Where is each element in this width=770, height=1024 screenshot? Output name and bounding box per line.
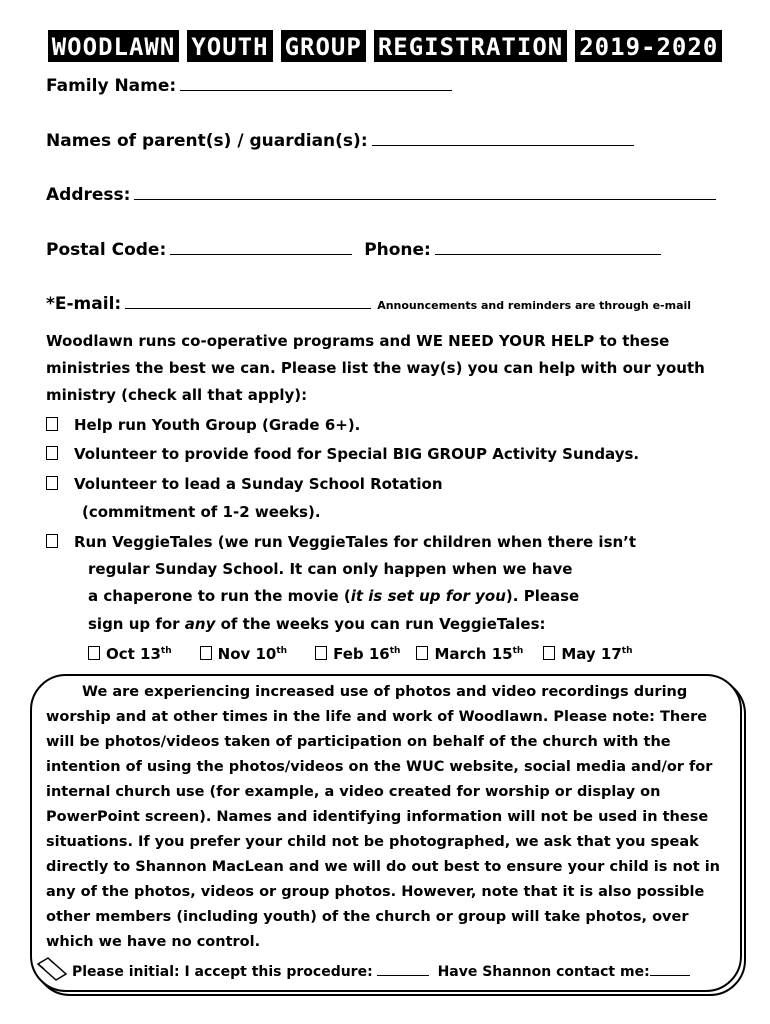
checkbox[interactable] — [416, 646, 428, 660]
contact-label: Have Shannon contact me: — [437, 964, 650, 980]
text: sign up for — [88, 615, 185, 633]
accept-label: Please initial: I accept this procedure: — [72, 964, 373, 980]
checkbox[interactable] — [543, 646, 555, 660]
date-label: March 15 — [434, 645, 513, 663]
date-suffix: th — [621, 646, 633, 656]
checkbox[interactable] — [315, 646, 327, 660]
title-word: 2019-2020 — [575, 30, 722, 62]
text: ). Please — [505, 587, 580, 605]
option-food — [46, 445, 639, 463]
date-label: Feb 16 — [333, 645, 390, 663]
checkbox[interactable] — [46, 534, 58, 548]
checkbox[interactable] — [46, 476, 58, 490]
option-label: Run VeggieTales (we run VeggieTales for children when there isn’t — [74, 533, 637, 551]
checkbox[interactable] — [200, 646, 212, 660]
title-word: GROUP — [281, 30, 366, 62]
parents-row — [46, 131, 634, 151]
title-word: REGISTRATION — [374, 30, 567, 62]
checkbox[interactable] — [46, 446, 58, 460]
address-row — [46, 185, 716, 205]
emphasis: any — [184, 615, 216, 633]
postal-phone-row — [46, 240, 661, 260]
option-sunday-school — [46, 475, 443, 493]
email-field[interactable] — [125, 294, 371, 309]
date-label: Oct 13 — [106, 645, 161, 663]
pencil-icon — [36, 956, 70, 986]
date-option[interactable] — [200, 645, 287, 663]
date-label: Nov 10 — [217, 645, 277, 663]
date-suffix: th — [160, 646, 172, 656]
address-field[interactable] — [134, 185, 716, 200]
option-label: Volunteer to lead a Sunday School Rotation — [74, 475, 443, 493]
postal-code-field[interactable] — [170, 240, 352, 255]
veggietales-line-3 — [88, 587, 579, 605]
phone-field[interactable] — [435, 240, 661, 255]
email-row — [46, 294, 691, 314]
title-word: WOODLAWN — [48, 30, 180, 62]
photo-notice-text: We are experiencing increased use of photos and video recordings during worship and at other times in the life and work of Woodlawn. Please note: There will be photos/videos taken of participation on behalf of the church with the intention of using the photos/videos on the WUC website, social media and/or for internal church use (for example, a video created for worship or display on PowerPoint screen). Names and identifying information will not be used in these situations. If you prefer your child not be photographed, we ask that you speak directly to Shannon MacLean and we will do out best to ensure your child is not in any of the photos, videos or group photos. However, note that it is also possible other members (including youth) of the church or group will take photos, over which we have no control. — [46, 684, 720, 950]
date-option[interactable] — [416, 645, 523, 663]
date-suffix: th — [389, 646, 401, 656]
contact-initial-field[interactable] — [650, 963, 690, 976]
date-suffix: th — [512, 646, 524, 656]
date-option[interactable] — [543, 645, 632, 663]
option-youth-group — [46, 416, 360, 434]
family-name-field[interactable] — [180, 76, 452, 91]
option-label: Help run Youth Group (Grade 6+). — [74, 416, 361, 434]
email-label: *E-mail: — [46, 294, 122, 314]
veggietales-line-4 — [88, 615, 546, 633]
option-sunday-school-note: (commitment of 1-2 weeks). — [82, 503, 321, 521]
checkbox[interactable] — [88, 646, 100, 660]
initial-row — [72, 963, 690, 980]
phone-label: Phone: — [364, 240, 431, 260]
date-option[interactable] — [315, 645, 400, 663]
family-name-label: Family Name: — [46, 76, 177, 96]
text: of the weeks you can run VeggieTales: — [215, 615, 546, 633]
title-word: YOUTH — [187, 30, 272, 62]
option-veggietales — [46, 533, 636, 551]
family-name-row — [46, 76, 452, 96]
postal-code-label: Postal Code: — [46, 240, 167, 260]
parents-field[interactable] — [372, 131, 634, 146]
date-option[interactable] — [88, 645, 172, 663]
email-note: Announcements and reminders are through e-mail — [377, 299, 692, 312]
accept-initial-field[interactable] — [377, 963, 429, 976]
checkbox[interactable] — [46, 417, 58, 431]
form-title — [0, 30, 770, 62]
parents-label: Names of parent(s) / guardian(s): — [46, 131, 368, 151]
veggietales-line-2: regular Sunday School. It can only happen when we have — [88, 560, 573, 578]
text: a chaperone to run the movie ( — [88, 587, 351, 605]
date-options — [88, 645, 633, 663]
option-label: Volunteer to provide food for Special BIG GROUP Activity Sundays. — [74, 445, 640, 463]
intro-text: Woodlawn runs co-operative programs and WE NEED YOUR HELP to these ministries the best we can. Please list the way(s) you can help with our youth ministry (check all that apply): — [46, 332, 705, 404]
date-suffix: th — [276, 646, 288, 656]
date-label: May 17 — [561, 645, 622, 663]
address-label: Address: — [46, 185, 131, 205]
emphasis: it is set up for you — [350, 587, 506, 605]
